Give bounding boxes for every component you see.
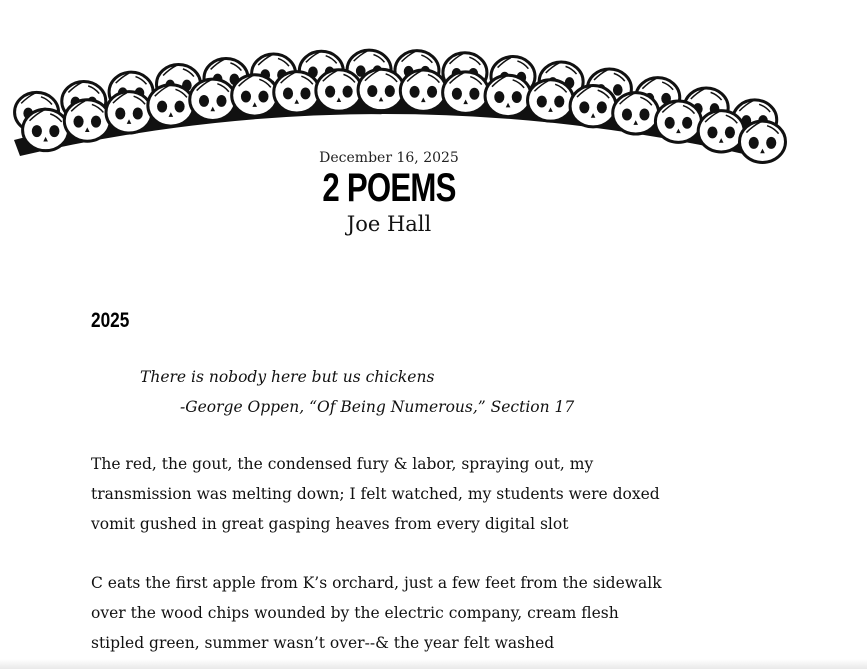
skull-icon [64,100,110,141]
skull-icon [190,79,236,120]
poem-title: 2025 [91,309,130,332]
skulls-banner-illustration [0,0,867,170]
poem-line: The red, the gout, the condensed fury & labor, spraying out, my [91,455,594,473]
page-title: 2 POEMS [322,166,456,210]
poem-line: C eats the first apple from K’s orchard, just a few feet from the sidewalk [91,574,662,592]
epigraph-attribution: -George Oppen, “Of Being Numerous,” Section 17 [180,398,575,416]
publish-date: December 16, 2025 [319,150,459,166]
epigraph-line: There is nobody here but us chickens [140,368,435,386]
skull-icon [106,92,152,133]
poem-line: vomit gushed in great gasping heaves from every digital slot [91,515,569,533]
skull-icon [655,101,701,142]
skull-icon [358,69,404,110]
skull-icon [485,75,531,116]
skull-icon [698,111,744,152]
skull-icon [443,72,489,113]
skull-icon [232,75,278,116]
stanza-1 [91,449,660,539]
skull-icon [613,93,659,134]
bottom-fade [0,659,867,669]
epigraph [140,362,574,422]
skull-icon [274,72,320,113]
skull-icon [148,85,194,126]
skull-icon [570,86,616,127]
poem-line: transmission was melting down; I felt watched, my students were doxed [91,485,660,503]
skull-icon [23,109,69,150]
stanza-2 [91,568,662,658]
author-name: Joe Hall [346,212,432,236]
skull-icon [400,70,446,111]
skull-icon [316,70,362,111]
poem-line: over the wood chips wounded by the electric company, cream flesh [91,604,619,622]
skull-icon [528,80,574,121]
poem-line: stipled green, summer wasn’t over--& the year felt washed [91,634,555,652]
